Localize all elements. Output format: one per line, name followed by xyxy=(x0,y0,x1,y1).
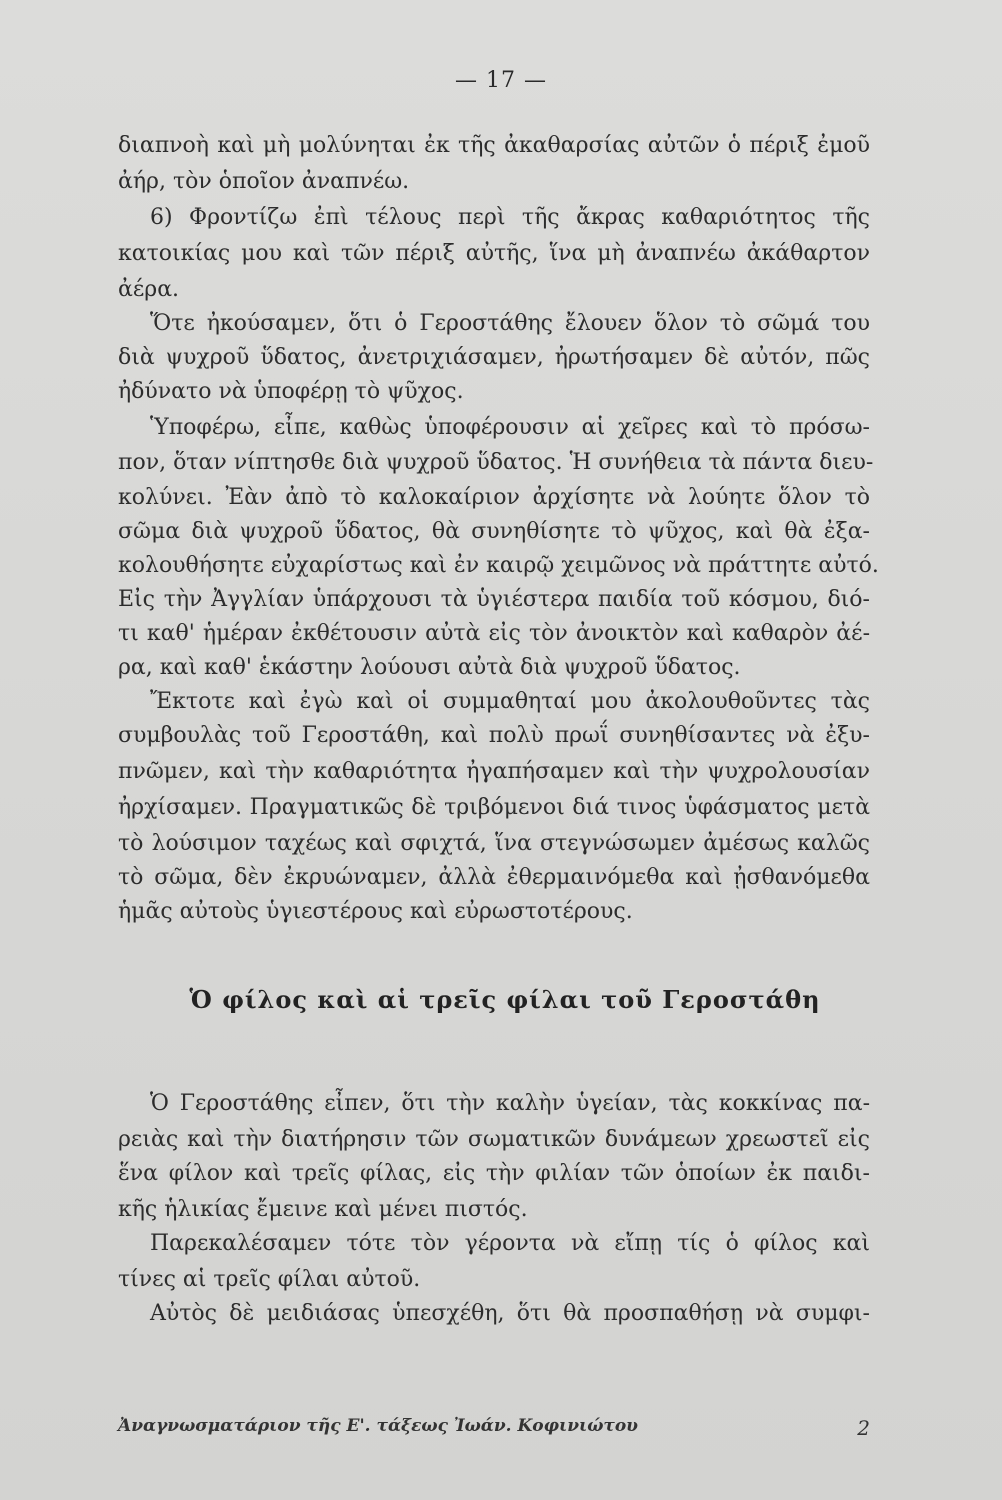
footer-title: Ἀναγνωσματάριον τῆς Ε'. τάξεως Ἰωάν. Κοφινιώτου xyxy=(118,1416,638,1436)
text-line: κατοικίας μου καὶ τῶν πέριξ αὐτῆς, ἵνα μὴ ἀναπνέω ἀκάθαρτον xyxy=(118,241,870,266)
text-line: διὰ ψυχροῦ ὕδατος, ἀνετριχιάσαμεν, ἠρωτήσαμεν δὲ αὐτόν, πῶς xyxy=(118,345,870,370)
text-line: συμβουλὰς τοῦ Γεροστάθη, καὶ πολὺ πρωΐ συνηθίσαντες νὰ ἐξυ- xyxy=(118,723,870,748)
footer xyxy=(118,1416,870,1440)
text-line: τίνες αἱ τρεῖς φίλαι αὐτοῦ. xyxy=(118,1267,421,1292)
text-line: κολουθήσητε εὐχαρίστως καὶ ἐν καιρῷ χειμῶνος νὰ πράττητε αὐτό. xyxy=(118,553,879,578)
text-line: πον, ὅταν νίπτησθε διὰ ψυχροῦ ὕδατος. Ἡ συνήθεια τὰ πάντα διευ- xyxy=(118,450,874,475)
text-line: Παρεκαλέσαμεν τότε τὸν γέροντα νὰ εἴπῃ τίς ὁ φίλος καὶ xyxy=(150,1231,870,1256)
text-line: τὸ σῶμα, δὲν ἐκρυώναμεν, ἀλλὰ ἐθερμαινόμεθα καὶ ᾐσθανόμεθα xyxy=(118,865,870,890)
text-line: κῆς ἡλικίας ἔμεινε καὶ μένει πιστός. xyxy=(118,1197,528,1222)
text-line: κολύνει. Ἐὰν ἀπὸ τὸ καλοκαίριον ἀρχίσητε νὰ λούητε ὅλον τὸ xyxy=(118,485,870,510)
text-line: σῶμα διὰ ψυχροῦ ὕδατος, θὰ συνηθίσητε τὸ ψῦχος, καὶ θὰ ἐξα- xyxy=(118,519,870,544)
signature-mark: 2 xyxy=(857,1416,870,1440)
text-line: Ὁ Γεροστάθης εἶπεν, ὅτι τὴν καλὴν ὑγείαν, τὰς κοκκίνας πα- xyxy=(150,1091,870,1116)
text-line: ρα, καὶ καθ' ἑκάστην λούουσι αὐτὰ διὰ ψυχροῦ ὕδατος. xyxy=(118,655,741,680)
text-line: Ὑποφέρω, εἶπε, καθὼς ὑποφέρουσιν αἱ χεῖρες καὶ τὸ πρόσω- xyxy=(150,415,870,440)
text-line: τι καθ' ἡμέραν ἐκθέτουσιν αὐτὰ εἰς τὸν ἀνοικτὸν καὶ καθαρὸν ἀέ- xyxy=(118,621,870,646)
text-line: Εἰς τὴν Ἀγγλίαν ὑπάρχουσι τὰ ὑγιέστερα παιδία τοῦ κόσμου, διό- xyxy=(118,587,870,612)
text-line: ἡμᾶς αὐτοὺς ὑγιεστέρους καὶ εὐρωστοτέρους. xyxy=(118,899,633,924)
section-heading: Ὁ φίλος καὶ αἱ τρεῖς φίλαι τοῦ Γεροστάθη xyxy=(189,985,821,1014)
text-line: Ὅτε ἠκούσαμεν, ὅτι ὁ Γεροστάθης ἔλουεν ὅλον τὸ σῶμά του xyxy=(150,311,870,336)
text-line: ἀήρ, τὸν ὁποῖον ἀναπνέω. xyxy=(118,169,410,194)
text-line: 6) Φροντίζω ἐπὶ τέλους περὶ τῆς ἄκρας καθαριότητος τῆς xyxy=(150,205,870,230)
text-line: ἠρχίσαμεν. Πραγματικῶς δὲ τριβόμενοι διά τινος ὑφάσματος μετὰ xyxy=(118,795,870,820)
text-line: Αὐτὸς δὲ μειδιάσας ὑπεσχέθη, ὅτι θὰ προσπαθήσῃ νὰ συμφι- xyxy=(150,1301,870,1326)
text-line: ἕνα φίλον καὶ τρεῖς φίλας, εἰς τὴν φιλίαν τῶν ὁποίων ἐκ παιδι- xyxy=(118,1161,870,1186)
text-line: Ἔκτοτε καὶ ἐγὼ καὶ οἱ συμμαθηταί μου ἀκολουθοῦντες τὰς xyxy=(150,689,870,714)
text-line: πνῶμεν, καὶ τὴν καθαριότητα ἠγαπήσαμεν καὶ τὴν ψυχρολουσίαν xyxy=(118,759,870,784)
text-line: ἀέρα. xyxy=(118,277,180,302)
text-line: ρειὰς καὶ τὴν διατήρησιν τῶν σωματικῶν δυνάμεων χρεωστεῖ εἰς xyxy=(118,1127,870,1152)
page-number: — 17 — xyxy=(455,68,547,93)
text-line: τὸ λούσιμον ταχέως καὶ σφιχτά, ἵνα στεγνώσωμεν ἀμέσως καλῶς xyxy=(118,831,870,856)
text-line: διαπνοὴ καὶ μὴ μολύνηται ἐκ τῆς ἀκαθαρσίας αὐτῶν ὁ πέριξ ἐμοῦ xyxy=(118,133,870,158)
text-line: ἠδύνατο νὰ ὑποφέρῃ τὸ ψῦχος. xyxy=(118,379,464,404)
